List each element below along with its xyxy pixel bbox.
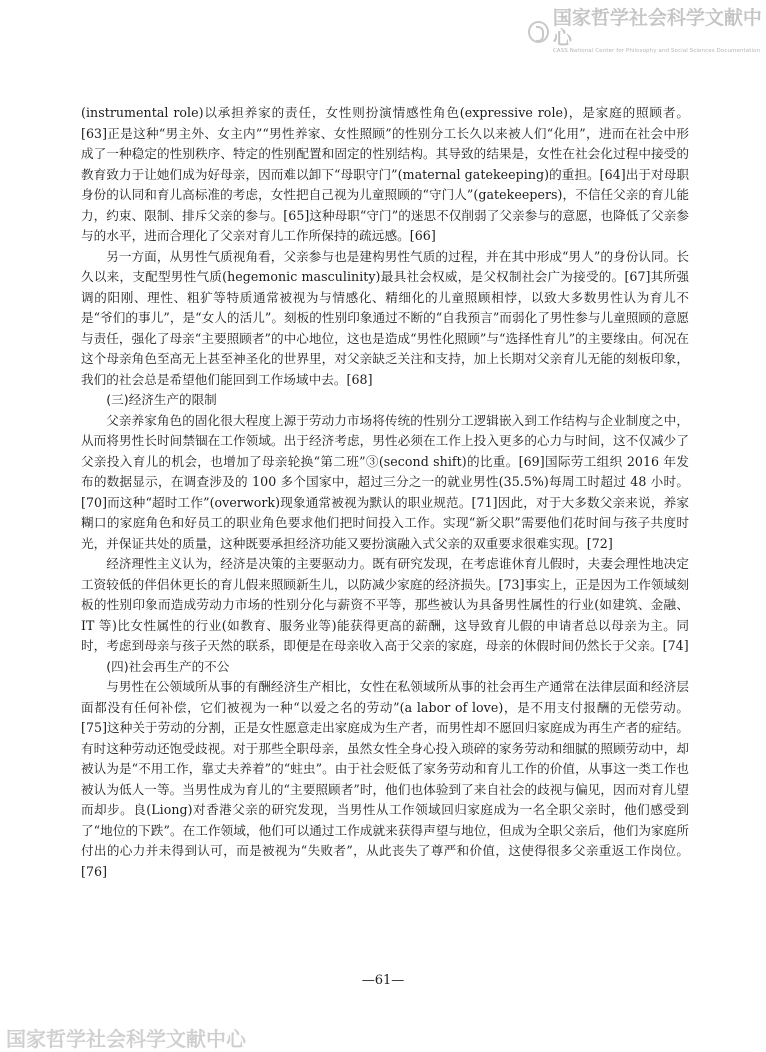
paragraph-2: 另一方面，从男性气质视角看，父亲参与也是建构男性气质的过程，并在其中形成“男人”的身份认同。长久以来，支配型男性气质(hegemonic masculinity)最具社会权威，是父权制社会广为接受的。[67]其所强调的阳刚、理性、粗犷等特质通常被视为与情感化、精细化的儿童照顾相悖，以致大多数男性认为育儿不是“爷们的事儿”，是“女人的活儿”。刻板的性别印象通过不断的“自我预言”而弱化了男性参与儿童照顾的意愿与责任，强化了母亲“主要照顾者”的中心地位，这也是造成“男性化照顾”与“选择性育儿”的主要缘由。何况在这个母亲角色至高无上甚至神圣化的世界里，对父亲缺乏关注和支持，加上长期对父亲育儿无能的刻板印象，我们的社会总是希望他们能回到工作场域中去。[68]: [81, 248, 689, 387]
cass-logo-icon: [528, 21, 549, 43]
watermark-title: 国家哲学社会科学文献中心: [552, 7, 762, 49]
paragraph-3: 父亲养家角色的固化很大程度上源于劳动力市场将传统的性别分工逻辑嵌入到工作结构与企业制度之中，从而将男性长时间禁锢在工作领域。出于经济考虑，男性必须在工作上投入更多的心力与时间，这不仅减少了父亲投入育儿的机会，也增加了母亲轮换“第二班”③(second shift)的比重。[69]国际劳工组织 2016 年发布的数据显示，在调查涉及的 100 多个国家中，超过三分之一的就业男性(35.5%)每周工时超过 48 小时。[70]而这种“超时工作”(overwork)现象通常被视为默认的职业规范。[71]因此，对于大多数父亲来说，养家糊口的家庭角色和好员工的职业角色要求他们把时间投入工作。实现“新父职”需要他们花时间与孩子共度时光，并保证共处的质量，这种既要承担经济功能又要扮演融入式父亲的双重要求很难实现。[72]: [81, 412, 689, 551]
footer-watermark: [0, 1022, 766, 1051]
watermark-subtitle: CASS National Center for Philosophy and Social Sciences Documentation: [552, 48, 761, 54]
paragraph-1: (instrumental role)以承担养家的责任，女性则扮演情感性角色(expressive role)，是家庭的照顾者。[63]正是这种“男主外、女主内”“男性养家、女性照顾”的性别分工长久以来被人们“化用”，进而在社会中形成了一种稳定的性别秩序、特定的性别配置和固定的性别结构。其导致的结果是，女性在社会化过程中接受的教育致力于让她们成为好母亲，因而难以卸下“母职守门”(maternal gatekeeping)的重担。[64]出于对母职身份的认同和育儿高标准的考虑，女性把自己视为儿童照顾的“守门人”(gatekeepers)，不信任父亲的育儿能力，约束、限制、排斥父亲的参与。[65]这种母职“守门”的迷思不仅削弱了父亲参与的意愿，也降低了父亲参与的水平，进而合理化了父亲对育儿工作所保持的疏远感。[66]: [81, 105, 689, 243]
paragraph-5: 与男性在公领域所从事的有酬经济生产相比，女性在私领域所从事的社会再生产通常在法律层面和经济层面都没有任何补偿，它们被视为一种“以爱之名的劳动”(a labor of love)，是不用支付报酬的无偿劳动。[75]这种关于劳动的分割，正是女性愿意走出家庭成为生产者，而男性却不愿回归家庭成为再生产者的症结。有时这种劳动还饱受歧视。对于那些全职母亲，虽然女性全身心投入琐碎的家务劳动和细腻的照顾劳动中，却被认为是“不用工作，靠丈夫养着”的“蛀虫”。由于社会贬低了家务劳动和育儿工作的价值，从事这一类工作也被认为低人一等。当男性成为育儿的“主要照顾者”时，他们也体验到了来自社会的歧视与偏见，因而对育儿望而却步。良(Liong)对香港父亲的研究发现，当男性从工作领域回归家庭成为一名全职父亲时，他们感受到了“地位的下跌”。在工作领域，他们可以通过工作成就来获得声望与地位，但成为全职父亲后，他们为家庭所付出的心力并未得到认可，而是被视为“失败者”，从此丧失了尊严和价值，这使得很多父亲重返工作岗位。[76]: [81, 679, 689, 879]
section-heading-reproduction: (四)社会再生产的不公: [106, 658, 230, 674]
paragraph-4: 经济理性主义认为，经济是决策的主要驱动力。既有研究发现，在考虑谁休育儿假时，夫妻会理性地决定工资较低的伴侣休更长的育儿假来照顾新生儿，以防减少家庭的经济损失。[73]事实上，正是因为工作领域刻板的性别印象而造成劳动力市场的性别分化与薪资不平等，那些被认为具备男性属性的行业(如建筑、金融、IT 等)比女性属性的行业(如教育、服务业等)能获得更高的薪酬，这导致育儿假的申请者总以母亲为主。同时，考虑到母亲与孩子天然的联系，即便是在母亲收入高于父亲的家庭，母亲的休假时间仍然长于父亲。[74]: [81, 556, 689, 653]
watermark-text: [553, 8, 766, 55]
page-number: —61—: [361, 973, 405, 988]
section-heading-economic: (三)经济生产的限制: [106, 392, 217, 407]
article-body: [81, 103, 689, 882]
watermark-logo: [528, 8, 766, 55]
footer-text: 国家哲学社会科学文献中心: [6, 1027, 246, 1051]
